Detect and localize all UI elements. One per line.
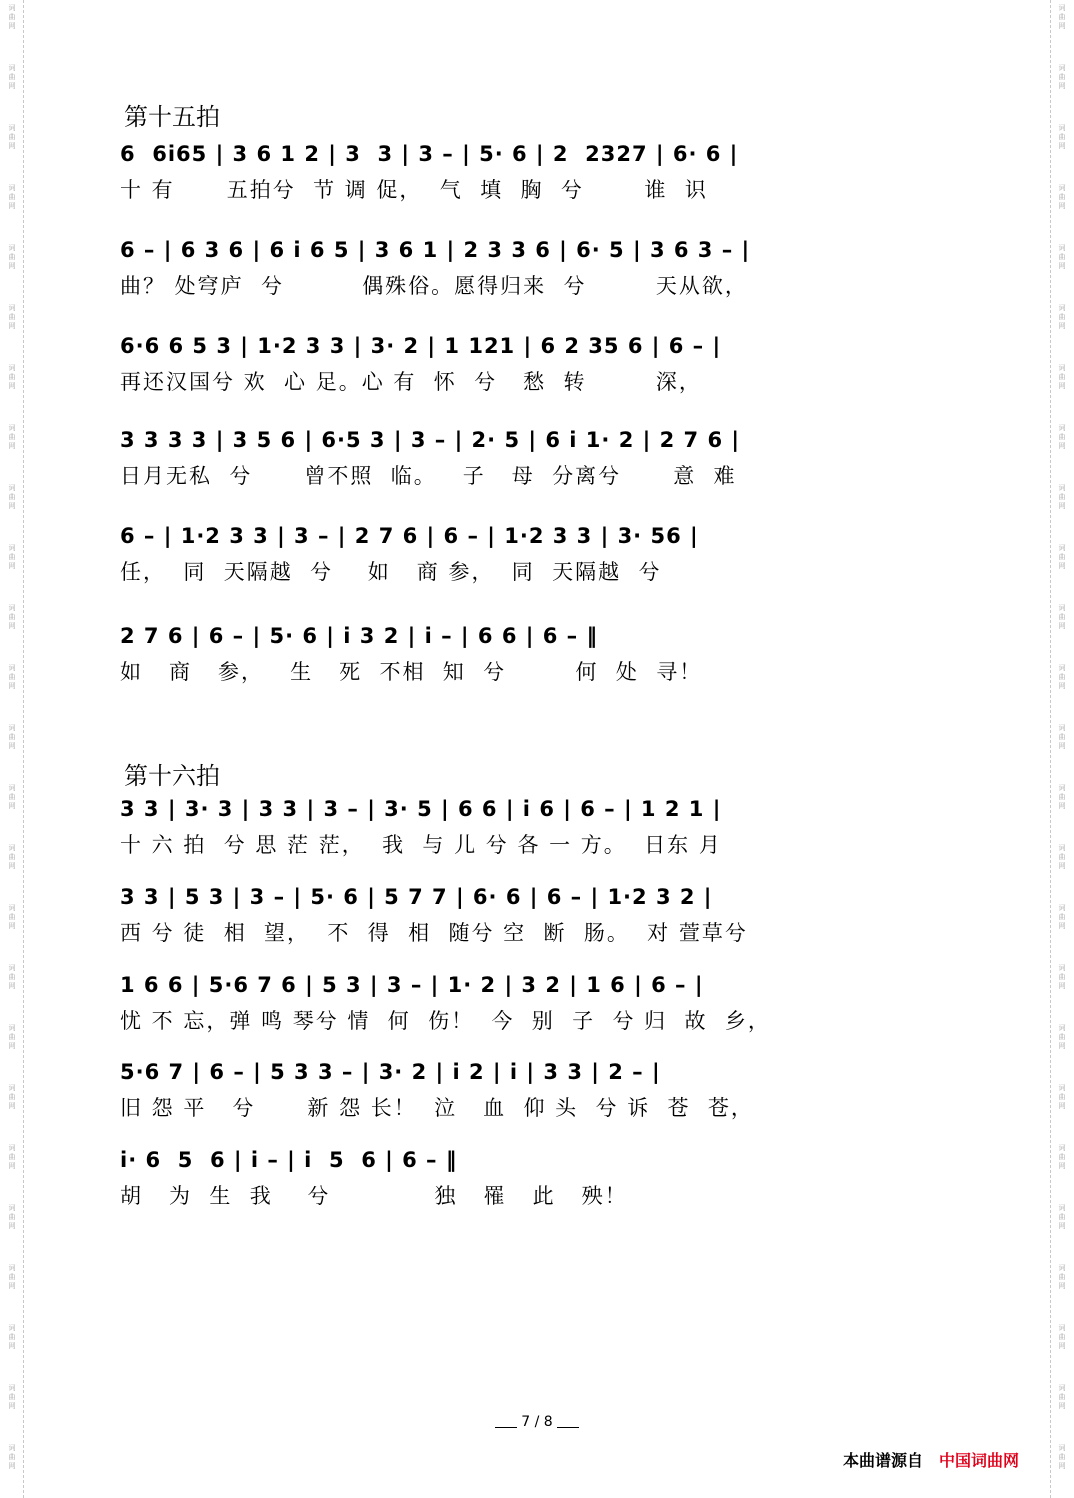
lyrics-line: 忧 不 忘，弹 鸣 琴兮 情 何 伤！ 今 别 子 兮 归 故 乡， [120,1009,771,1033]
watermark-char: 词 [8,484,16,492]
watermark-char: 曲 [8,673,16,681]
watermark-char: 网 [1058,1462,1066,1470]
watermark-mark [1059,124,1066,151]
page-number-rule [557,1427,579,1428]
score-line [120,331,960,397]
watermark-char: 曲 [8,1393,16,1401]
watermark-char: 词 [1058,904,1066,912]
watermark-mark [1059,964,1066,991]
watermark-char: 词 [8,1444,16,1452]
watermark-char: 网 [1058,742,1066,750]
watermark-char: 网 [1058,502,1066,510]
watermark-char: 词 [1058,484,1066,492]
watermark-char: 曲 [1058,373,1066,381]
page-number-rule [495,1427,517,1428]
watermark-char: 曲 [1058,13,1066,21]
lyrics-line: 日月无私 兮 曾不照 临。 子 母 分离兮 意 难 [120,464,737,488]
watermark-char: 词 [1058,1204,1066,1212]
watermark-mark [1059,544,1066,571]
notation-line: i· 6 5 6 | i – | i 5 6 | 6 – ‖ [120,1148,458,1172]
watermark-char: 词 [1058,1444,1066,1452]
watermark-char: 词 [8,1084,16,1092]
watermark-char: 词 [1058,424,1066,432]
watermark-char: 词 [8,364,16,372]
watermark-char: 网 [8,862,16,870]
watermark-char: 词 [1058,544,1066,552]
watermark-char: 网 [8,442,16,450]
watermark-char: 曲 [8,13,16,21]
watermark-mark [9,784,16,811]
lyrics-line: 如 商 参， 生 死 不相 知 兮 何 处 寻！ [120,660,703,684]
watermark-char: 曲 [8,1273,16,1281]
watermark-mark [9,724,16,751]
watermark-char: 词 [8,964,16,972]
watermark-char: 网 [8,922,16,930]
score-line [120,139,960,205]
watermark-char: 词 [8,124,16,132]
watermark-char: 曲 [1058,1273,1066,1281]
source-label: 本曲谱源自 [843,1451,924,1470]
watermark-char: 曲 [1058,133,1066,141]
page-number-text: 7 / 8 [521,1414,553,1430]
watermark-mark [1059,724,1066,751]
watermark-char: 曲 [1058,973,1066,981]
page-number [0,1414,1074,1430]
watermark-char: 词 [1058,64,1066,72]
watermark-char: 网 [8,802,16,810]
watermark-char: 词 [8,1324,16,1332]
watermark-char: 词 [8,844,16,852]
watermark-char: 网 [1058,1222,1066,1230]
lyrics-line: 曲？ 处穹庐 兮 偶殊俗。愿得归来 兮 天从欲， [120,274,748,298]
notation-line: 1 6 6 | 5·6 7 6 | 5 3 | 3 – | 1· 2 | 3 2 | 1 6 | 6 – | [120,973,704,997]
watermark-mark [1059,1084,1066,1111]
watermark-char: 网 [8,742,16,750]
watermark-char: 曲 [8,973,16,981]
watermark-char: 词 [8,184,16,192]
watermark-char: 曲 [8,733,16,741]
watermark-char: 网 [8,1402,16,1410]
watermark-mark [1059,844,1066,871]
notation-line: 3 3 | 3· 3 | 3 3 | 3 – | 3· 5 | 6 6 | i 6 | 6 – | 1 2 1 | [120,797,722,821]
watermark-char: 曲 [1058,1153,1066,1161]
watermark-mark [1059,904,1066,931]
watermark-mark [1059,664,1066,691]
watermark-char: 词 [1058,304,1066,312]
watermark-char: 网 [1058,1342,1066,1350]
watermark-mark [9,664,16,691]
watermark-char: 曲 [1058,313,1066,321]
left-margin-rule [23,0,24,1498]
score-line [120,882,960,948]
right-margin-rule [1050,0,1051,1498]
watermark-char: 网 [8,1462,16,1470]
watermark-char: 曲 [1058,1093,1066,1101]
score-line [120,521,960,587]
watermark-char: 网 [8,1222,16,1230]
watermark-char: 词 [1058,1024,1066,1032]
watermark-char: 曲 [1058,853,1066,861]
watermark-char: 网 [1058,82,1066,90]
watermark-mark [9,304,16,331]
watermark-char: 词 [1058,664,1066,672]
watermark-char: 曲 [1058,433,1066,441]
watermark-char: 词 [1058,844,1066,852]
watermark-char: 词 [8,604,16,612]
watermark-char: 网 [8,142,16,150]
watermark-char: 网 [1058,922,1066,930]
watermark-char: 网 [1058,562,1066,570]
watermark-char: 网 [8,682,16,690]
watermark-char: 网 [1058,1282,1066,1290]
watermark-char: 曲 [1058,493,1066,501]
watermark-char: 网 [8,622,16,630]
score-line [120,970,960,1036]
watermark-char: 曲 [1058,913,1066,921]
watermark-char: 词 [8,244,16,252]
watermark-mark [9,364,16,391]
watermark-char: 词 [8,904,16,912]
watermark-char: 词 [8,1024,16,1032]
watermark-mark [1059,304,1066,331]
watermark-mark [1059,604,1066,631]
watermark-char: 网 [1058,862,1066,870]
watermark-char: 曲 [8,1033,16,1041]
watermark-mark [9,1444,16,1471]
watermark-char: 词 [8,304,16,312]
watermark-char: 网 [8,1342,16,1350]
watermark-char: 网 [1058,1102,1066,1110]
watermark-char: 词 [8,544,16,552]
watermark-char: 网 [8,322,16,330]
watermark-char: 曲 [8,133,16,141]
watermark-char: 词 [8,1384,16,1392]
watermark-char: 网 [1058,202,1066,210]
watermark-char: 网 [8,22,16,30]
watermark-mark [9,1264,16,1291]
watermark-char: 词 [8,1144,16,1152]
notation-line: 6 6i65 | 3 6 1 2 | 3 3 | 3 – | 5· 6 | 2 2327 | 6· 6 | [120,142,739,166]
watermark-char: 曲 [8,1153,16,1161]
watermark-char: 网 [8,382,16,390]
watermark-char: 曲 [8,493,16,501]
watermark-char: 网 [1058,802,1066,810]
score-line [120,425,960,491]
watermark-char: 曲 [1058,1213,1066,1221]
watermark-char: 曲 [8,73,16,81]
score-line [120,1145,960,1211]
watermark-char: 曲 [1058,73,1066,81]
watermark-char: 词 [8,64,16,72]
notation-line: 6 – | 6 3 6 | 6 i 6 5 | 3 6 1 | 2 3 3 6 | 6· 5 | 3 6 3 – | [120,238,751,262]
score-line [120,794,960,860]
watermark-char: 网 [1058,1402,1066,1410]
watermark-char: 词 [1058,124,1066,132]
watermark-mark [9,604,16,631]
watermark-char: 网 [1058,1042,1066,1050]
watermark-char: 网 [1058,142,1066,150]
watermark-char: 网 [8,1282,16,1290]
watermark-char: 曲 [8,913,16,921]
watermark-char: 网 [8,1102,16,1110]
watermark-mark [1059,484,1066,511]
watermark-mark [1059,4,1066,31]
watermark-char: 词 [1058,4,1066,12]
watermark-mark [9,1084,16,1111]
watermark-mark [1059,64,1066,91]
watermark-char: 曲 [1058,553,1066,561]
watermark-char: 曲 [8,1213,16,1221]
watermark-mark [9,4,16,31]
watermark-char: 曲 [8,313,16,321]
source-site-link[interactable]: 中国词曲网 [939,1451,1020,1470]
right-watermark-strip [1050,0,1074,1498]
watermark-char: 曲 [8,193,16,201]
watermark-mark [1059,1324,1066,1351]
watermark-char: 曲 [8,1093,16,1101]
notation-line: 6 – | 1·2 3 3 | 3 – | 2 7 6 | 6 – | 1·2 3 3 | 3· 56 | [120,524,699,548]
watermark-char: 网 [1058,322,1066,330]
watermark-char: 网 [8,202,16,210]
watermark-char: 网 [8,982,16,990]
watermark-mark [1059,1264,1066,1291]
watermark-char: 词 [1058,364,1066,372]
watermark-char: 曲 [1058,793,1066,801]
watermark-char: 词 [1058,724,1066,732]
watermark-char: 词 [1058,784,1066,792]
watermark-char: 曲 [1058,1393,1066,1401]
watermark-mark [9,184,16,211]
section-title-16: 第十六拍 [124,762,220,790]
watermark-mark [1059,244,1066,271]
watermark-char: 词 [8,1204,16,1212]
watermark-char: 词 [8,664,16,672]
source-credit [843,1448,1019,1471]
watermark-char: 曲 [8,253,16,261]
section-title-15: 第十五拍 [124,103,220,131]
watermark-char: 网 [8,562,16,570]
watermark-char: 曲 [8,613,16,621]
lyrics-line: 胡 为 生 我 兮 独 罹 此 殃！ [120,1184,628,1208]
watermark-char: 曲 [8,1453,16,1461]
watermark-char: 曲 [8,373,16,381]
watermark-char: 网 [1058,442,1066,450]
lyrics-line: 西 兮 徒 相 望， 不 得 相 随兮 空 断 肠。 对 萱草兮 [120,921,748,945]
watermark-char: 曲 [1058,673,1066,681]
watermark-mark [9,904,16,931]
watermark-mark [1059,1384,1066,1411]
watermark-mark [9,844,16,871]
watermark-mark [9,244,16,271]
notation-line: 5·6 7 | 6 – | 5 3 3 – | 3· 2 | i 2 | i | 3 3 | 2 – | [120,1060,661,1084]
watermark-mark [9,964,16,991]
watermark-char: 词 [1058,184,1066,192]
watermark-char: 曲 [1058,1453,1066,1461]
score-line [120,621,960,687]
watermark-char: 曲 [8,433,16,441]
watermark-mark [9,424,16,451]
score-line [120,1057,960,1123]
watermark-char: 词 [1058,964,1066,972]
watermark-char: 曲 [8,853,16,861]
watermark-char: 曲 [1058,193,1066,201]
watermark-char: 词 [8,784,16,792]
watermark-mark [1059,1024,1066,1051]
watermark-char: 词 [8,724,16,732]
watermark-char: 曲 [8,1333,16,1341]
lyrics-line: 十 有 五拍兮 节 调 促， 气 填 胸 兮 谁 识 [120,178,708,202]
watermark-mark [9,1024,16,1051]
notation-line: 6·6 6 5 3 | 1·2 3 3 | 3· 2 | 1 121 | 6 2 35 6 | 6 – | [120,334,722,358]
watermark-char: 词 [8,4,16,12]
notation-line: 3 3 | 5 3 | 3 – | 5· 6 | 5 7 7 | 6· 6 | 6 – | 1·2 3 2 | [120,885,713,909]
watermark-char: 词 [1058,244,1066,252]
watermark-char: 网 [1058,982,1066,990]
watermark-char: 词 [1058,1264,1066,1272]
watermark-char: 网 [8,262,16,270]
watermark-mark [1059,424,1066,451]
notation-line: 3 3 3 3 | 3 5 6 | 6·5 3 | 3 – | 2· 5 | 6 i 1· 2 | 2 7 6 | [120,428,741,452]
lyrics-line: 旧 怨 平 兮 新 怨 长！ 泣 血 仰 头 兮 诉 苍 苍， [120,1096,754,1120]
watermark-mark [1059,1444,1066,1471]
watermark-char: 网 [1058,622,1066,630]
notation-line: 2 7 6 | 6 – | 5· 6 | i 3 2 | i – | 6 6 | 6 – ‖ [120,624,598,648]
watermark-char: 网 [8,502,16,510]
left-watermark-strip [0,0,24,1498]
lyrics-line: 任， 同 天隔越 兮 如 商 参， 同 天隔越 兮 [120,560,662,584]
watermark-char: 词 [8,1264,16,1272]
lyrics-line: 十 六 拍 兮 思 茫 茫， 我 与 儿 兮 各 一 方。 日东 月 [120,833,722,857]
watermark-char: 网 [1058,262,1066,270]
watermark-char: 网 [1058,1162,1066,1170]
watermark-mark [1059,1204,1066,1231]
watermark-char: 曲 [1058,1333,1066,1341]
watermark-mark [1059,1144,1066,1171]
watermark-char: 词 [1058,1324,1066,1332]
watermark-mark [9,64,16,91]
watermark-char: 曲 [8,553,16,561]
lyrics-line: 再还汉国兮 欢 心 足。心 有 怀 兮 愁 转 深， [120,370,702,394]
watermark-mark [9,1144,16,1171]
watermark-char: 词 [8,424,16,432]
watermark-char: 网 [1058,682,1066,690]
watermark-mark [1059,784,1066,811]
watermark-mark [1059,184,1066,211]
watermark-char: 曲 [1058,253,1066,261]
watermark-char: 词 [1058,1084,1066,1092]
watermark-char: 曲 [1058,733,1066,741]
watermark-mark [9,1384,16,1411]
watermark-mark [9,484,16,511]
watermark-char: 曲 [1058,1033,1066,1041]
watermark-char: 网 [8,1042,16,1050]
watermark-char: 词 [1058,1144,1066,1152]
watermark-char: 曲 [8,793,16,801]
watermark-mark [9,544,16,571]
watermark-char: 网 [1058,382,1066,390]
watermark-char: 网 [8,1162,16,1170]
score-line [120,235,960,301]
watermark-char: 词 [1058,1384,1066,1392]
watermark-mark [1059,364,1066,391]
watermark-mark [9,1204,16,1231]
watermark-char: 曲 [1058,613,1066,621]
watermark-char: 网 [8,82,16,90]
watermark-char: 词 [1058,604,1066,612]
watermark-char: 网 [1058,22,1066,30]
watermark-mark [9,1324,16,1351]
watermark-mark [9,124,16,151]
